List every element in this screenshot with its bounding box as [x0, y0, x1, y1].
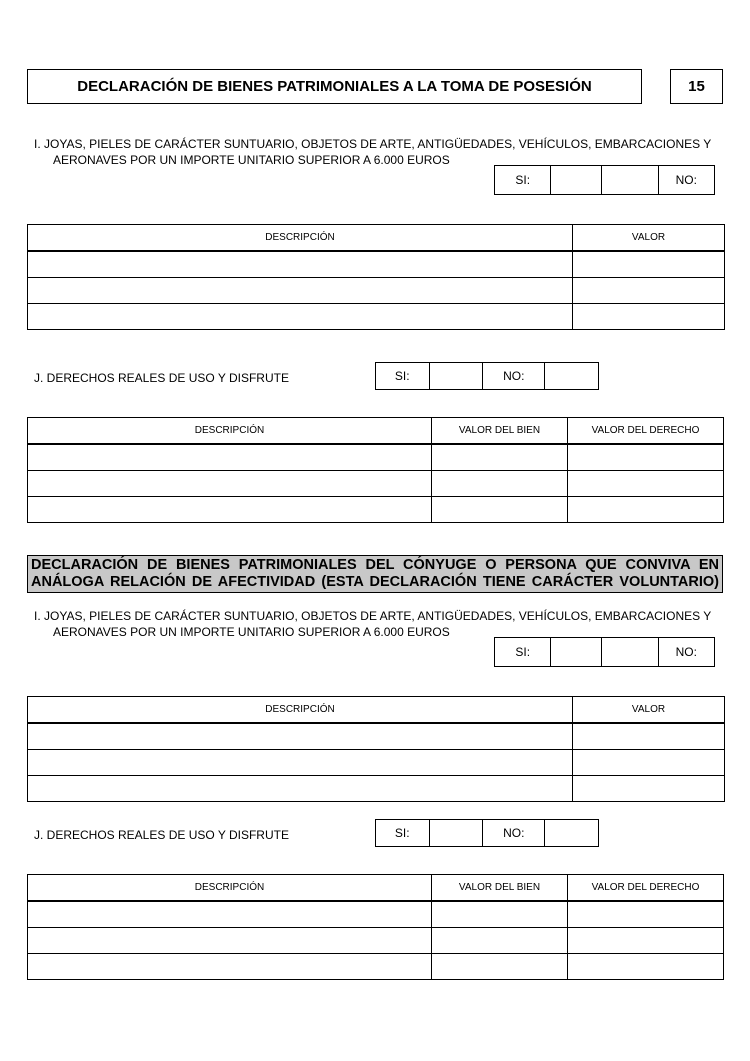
table-cell[interactable] [568, 471, 724, 497]
table-cell[interactable] [432, 471, 568, 497]
table-cell[interactable] [28, 776, 573, 802]
table-row [28, 444, 724, 471]
spouse-banner-line1: DECLARACIÓN DE BIENES PATRIMONIALES DEL CÓNYUGE O PERSONA QUE CONVIVA EN [31, 557, 719, 573]
table-row [28, 928, 724, 954]
section-j-table [27, 417, 724, 523]
si-label: SI: [376, 820, 430, 846]
table-row [28, 954, 724, 980]
section-j-heading [34, 370, 289, 386]
col-valor-bien: VALOR DEL BIEN [432, 418, 568, 445]
col-valor-derecho: VALOR DEL DERECHO [568, 418, 724, 445]
section-i-line1: I. JOYAS, PIELES DE CARÁCTER SUNTUARIO, OBJETOS DE ARTE, ANTIGÜEDADES, VEHÍCULOS, EMBARCACIONES Y [34, 609, 712, 623]
col-valor: VALOR [573, 697, 725, 724]
table-cell[interactable] [28, 497, 432, 523]
table-row [28, 723, 725, 750]
no-checkbox[interactable] [545, 820, 598, 846]
table-cell[interactable] [28, 750, 573, 776]
spouse-section-j-table [27, 874, 724, 980]
table-cell[interactable] [432, 444, 568, 471]
col-descripcion: DESCRIPCIÓN [28, 418, 432, 445]
no-label: NO: [675, 645, 697, 659]
table-cell[interactable] [28, 444, 432, 471]
spouse-section-i-heading [34, 608, 719, 640]
spouse-section-i-table [27, 696, 725, 802]
spacer-cell [602, 638, 658, 666]
si-checkbox[interactable] [551, 638, 602, 666]
si-label: SI: [376, 363, 430, 389]
section-j-yes-no [375, 362, 599, 390]
table-cell[interactable] [573, 723, 725, 750]
spouse-banner-line2: ANÁLOGA RELACIÓN DE AFECTIVIDAD (ESTA DECLARACIÓN TIENE CARÁCTER VOLUNTARIO) [31, 574, 719, 590]
section-i-yes-no [494, 165, 715, 195]
table-row [28, 278, 725, 304]
table-cell[interactable] [28, 901, 432, 928]
si-label: SI: [495, 166, 551, 194]
table-cell[interactable] [568, 928, 724, 954]
table-cell[interactable] [432, 954, 568, 980]
spouse-section-j-yes-no [375, 819, 599, 847]
spacer-cell [602, 166, 658, 194]
table-header-row [28, 418, 724, 445]
section-i-line2: AERONAVES POR UN IMPORTE UNITARIO SUPERIOR A 6.000 EUROS [53, 625, 450, 639]
col-valor-derecho: VALOR DEL DERECHO [568, 875, 724, 902]
table-cell[interactable] [28, 928, 432, 954]
table-header-row [28, 875, 724, 902]
section-j-title: J. DERECHOS REALES DE USO Y DISFRUTE [34, 371, 289, 385]
table-cell[interactable] [432, 497, 568, 523]
table-cell[interactable] [568, 444, 724, 471]
spouse-section-banner [27, 555, 723, 593]
col-descripcion: DESCRIPCIÓN [28, 225, 573, 252]
page-number [670, 69, 723, 104]
section-i-table [27, 224, 725, 330]
table-cell[interactable] [432, 928, 568, 954]
table-cell[interactable] [573, 278, 725, 304]
spouse-section-i-yes-no [494, 637, 715, 667]
col-valor-bien: VALOR DEL BIEN [432, 875, 568, 902]
table-cell[interactable] [28, 471, 432, 497]
table-row [28, 776, 725, 802]
table-header-row [28, 225, 725, 252]
page-title-text: DECLARACIÓN DE BIENES PATRIMONIALES A LA TOMA DE POSESIÓN [77, 78, 592, 95]
si-checkbox[interactable] [430, 363, 484, 389]
no-label: NO: [675, 173, 697, 187]
spouse-section-j-heading [34, 827, 289, 843]
table-header-row [28, 697, 725, 724]
table-cell[interactable] [28, 954, 432, 980]
table-cell[interactable] [573, 750, 725, 776]
no-checkbox[interactable] [545, 363, 598, 389]
no-label: NO: [483, 363, 545, 389]
table-cell[interactable] [573, 776, 725, 802]
table-cell[interactable] [28, 278, 573, 304]
si-label: SI: [495, 638, 551, 666]
table-cell[interactable] [568, 901, 724, 928]
section-i-line1: I. JOYAS, PIELES DE CARÁCTER SUNTUARIO, OBJETOS DE ARTE, ANTIGÜEDADES, VEHÍCULOS, EMBARCACIONES Y [34, 137, 712, 151]
col-descripcion: DESCRIPCIÓN [28, 697, 573, 724]
si-checkbox[interactable] [430, 820, 484, 846]
table-row [28, 304, 725, 330]
table-row [28, 251, 725, 278]
table-cell[interactable] [573, 304, 725, 330]
table-cell[interactable] [28, 304, 573, 330]
table-row [28, 497, 724, 523]
page-title [27, 69, 642, 104]
table-cell[interactable] [568, 497, 724, 523]
table-cell[interactable] [28, 251, 573, 278]
section-i-line2: AERONAVES POR UN IMPORTE UNITARIO SUPERIOR A 6.000 EUROS [53, 153, 450, 167]
col-valor: VALOR [573, 225, 725, 252]
section-j-title: J. DERECHOS REALES DE USO Y DISFRUTE [34, 828, 289, 842]
table-cell[interactable] [28, 723, 573, 750]
si-checkbox[interactable] [551, 166, 602, 194]
col-descripcion: DESCRIPCIÓN [28, 875, 432, 902]
table-row [28, 750, 725, 776]
table-row [28, 901, 724, 928]
table-cell[interactable] [568, 954, 724, 980]
no-label: NO: [483, 820, 545, 846]
section-i-heading [34, 136, 719, 168]
table-row [28, 471, 724, 497]
table-cell[interactable] [432, 901, 568, 928]
table-cell[interactable] [573, 251, 725, 278]
page-number-text: 15 [688, 78, 705, 95]
